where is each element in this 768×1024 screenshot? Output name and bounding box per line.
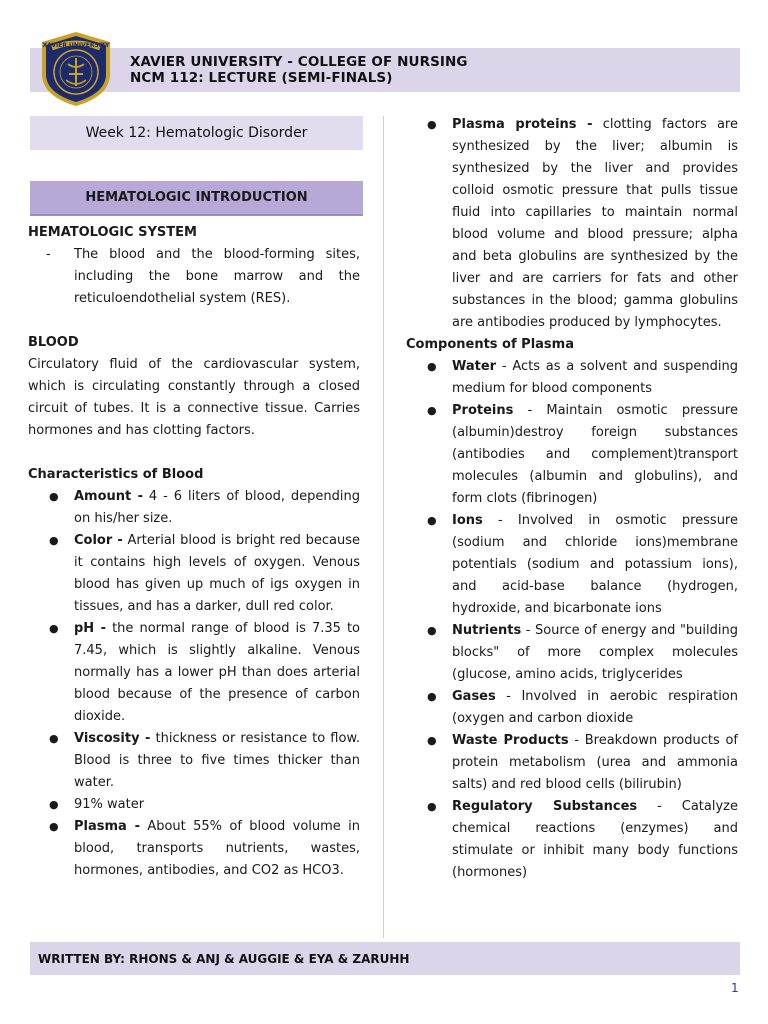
definition: - Acts as a solvent and suspending medium for blood components [452, 359, 738, 396]
list-item [406, 510, 738, 620]
document-header [130, 54, 468, 86]
definition: clotting factors are synthesized by the liver; albumin is synthesized by the liver and provides colloid osmotic pressure that pulls tissue fluid into capillaries to maintain normal blood volume and blood pressure; alpha and beta globulins are synthesized by the liver and are carriers for fats and other substances in the blood; gamma globulins are antibodies produced by lymphocytes. [452, 117, 738, 330]
right-column [406, 114, 738, 884]
week-title: Week 12: Hematologic Disorder [30, 116, 363, 150]
list-item [28, 618, 360, 728]
definition: the normal range of blood is 7.35 to 7.45, which is slightly alkaline. Venous normally has a lower pH than does arterial blood because of the presence of carbon dioxide. [74, 621, 361, 724]
definition: - Involved in osmotic pressure (sodium and chloride ions)membrane potentials (sodium and potassium ions), and acid-base balance (hydrogen, hydroxide, and bicarbonate ions [452, 513, 738, 616]
svg-text:XAVIER UNIVERSITY: XAVIER UNIVERSITY [42, 42, 110, 49]
plasma-proteins-list [406, 114, 738, 334]
page-number: 1 [731, 981, 739, 995]
term: Regulatory Substances [452, 799, 638, 814]
blood-heading: BLOOD [28, 335, 79, 350]
bullet-icon: ● [427, 800, 437, 813]
bullet-icon: ● [427, 690, 437, 703]
term: Proteins [452, 403, 514, 418]
list-item [28, 794, 360, 816]
list-item [406, 620, 738, 686]
list-item [406, 400, 738, 510]
list-item [406, 356, 738, 400]
characteristics-heading: Characteristics of Blood [28, 467, 204, 482]
definition: 91% water [74, 797, 145, 812]
term: Amount - [74, 489, 143, 504]
bullet-icon: ● [427, 734, 437, 747]
list-item [28, 816, 360, 882]
term: pH - [74, 621, 107, 636]
term: Viscosity - [74, 731, 151, 746]
column-divider [383, 116, 384, 938]
definition: - Involved in aerobic respiration (oxygen and carbon dioxide [452, 689, 738, 726]
definition: About 55% of blood volume in blood, transports nutrients, wastes, hormones, antibodies, and CO2 as HCO3. [74, 819, 361, 878]
list-item [28, 530, 360, 618]
list-item-text: The blood and the blood-forming sites, including the bone marrow and the reticuloendothelial system (RES). [74, 247, 360, 306]
list-item [28, 728, 360, 794]
definition: 4 - 6 liters of blood, depending on his/her size. [74, 489, 360, 526]
term: Nutrients [452, 623, 522, 638]
list-item [406, 686, 738, 730]
bullet-icon: ● [427, 514, 437, 527]
list-item [406, 730, 738, 796]
definition: - Catalyze chemical reactions (enzymes) and stimulate or inhibit many body functions (hormones) [452, 799, 738, 880]
components-list [406, 356, 738, 884]
bullet-icon: ● [427, 118, 437, 131]
dash-marker: - [46, 247, 51, 262]
header-subtitle: NCM 112: LECTURE (SEMI-FINALS) [130, 70, 393, 86]
section-title-intro: HEMATOLOGIC INTRODUCTION [30, 181, 363, 216]
hematologic-system-heading: HEMATOLOGIC SYSTEM [28, 225, 197, 240]
left-column [28, 116, 360, 882]
term: Waste Products [452, 733, 569, 748]
header-title: XAVIER UNIVERSITY - COLLEGE OF NURSING [130, 54, 468, 70]
blood-paragraph: Circulatory fluid of the cardiovascular system, which is circulating constantly through a closed circuit of tubes. It is a connective tissue. Carries hormones and has clotting factors. [28, 357, 360, 438]
definition: - Maintain osmotic pressure (albumin)destroy foreign substances (antibodies and complement)transport molecules (albumin and globulins), and form clots (fibrinogen) [452, 403, 738, 506]
list-item [28, 486, 360, 530]
term: Ions [452, 513, 483, 528]
characteristics-list [28, 486, 360, 882]
bullet-icon: ● [49, 622, 59, 635]
bullet-icon: ● [427, 624, 437, 637]
definition: Arterial blood is bright red because it contains high levels of oxygen. Venous blood has given up much of igs oxygen in tissues, and has a darker, dull red color. [74, 533, 360, 614]
term: Plasma - [74, 819, 140, 834]
bullet-icon: ● [49, 820, 59, 833]
term: Color - [74, 533, 123, 548]
list-item [28, 244, 360, 310]
bullet-icon: ● [49, 798, 59, 811]
term: Plasma proteins - [452, 117, 593, 132]
bullet-icon: ● [427, 360, 437, 373]
term: Water [452, 359, 497, 374]
bullet-icon: ● [49, 732, 59, 745]
university-seal-icon [38, 30, 114, 108]
list-item [406, 114, 738, 334]
term: Gases [452, 689, 496, 704]
bullet-icon: ● [49, 490, 59, 503]
bullet-icon: ● [49, 534, 59, 547]
list-item [406, 796, 738, 884]
definition: - Source of energy and "building blocks" of more complex molecules (glucose, amino acids, triglycerides [452, 623, 738, 682]
definition: - Breakdown products of protein metabolism (urea and ammonia salts) and red blood cells (bilirubin) [452, 733, 738, 792]
bullet-icon: ● [427, 404, 437, 417]
footer-authors: WRITTEN BY: RHONS & ANJ & AUGGIE & EYA & ZARUHH [30, 942, 740, 975]
definition: thickness or resistance to flow. Blood is three to five times thicker than water. [74, 731, 361, 790]
components-heading: Components of Plasma [406, 337, 574, 352]
